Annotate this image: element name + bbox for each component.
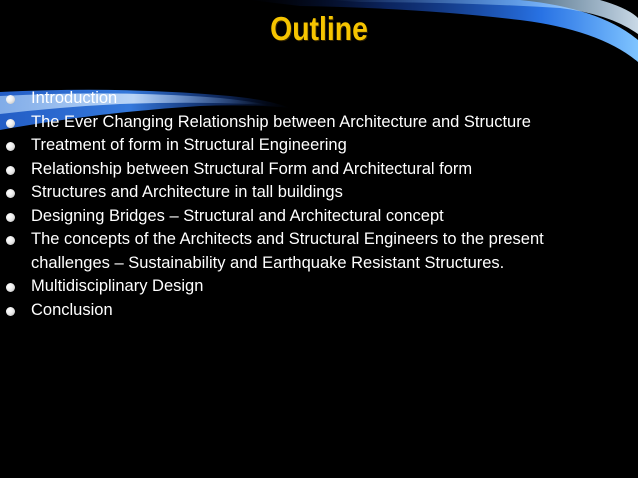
list-item: [0, 228, 620, 275]
list-item-text: Designing Bridges – Structural and Architectural concept: [31, 206, 444, 225]
round-bullet-icon: [6, 166, 15, 175]
list-item: [0, 181, 620, 205]
list-item: [0, 111, 620, 135]
list-item: [0, 87, 620, 111]
list-item-text: Conclusion: [31, 300, 113, 319]
list-item-text: Treatment of form in Structural Engineering: [31, 136, 347, 154]
list-item-text: The concepts of the Architects and Structural Engineers to the present challenges – Sustainability and Earthquake Resistant Structures.: [31, 230, 544, 272]
list-item: [0, 299, 620, 323]
list-item-text: Structures and Architecture in tall buildings: [31, 183, 343, 201]
list-item: [0, 134, 620, 158]
slide-title: Outline: [270, 10, 368, 47]
list-item-text: Introduction: [31, 89, 118, 107]
list-item-text: Multidisciplinary Design: [31, 277, 204, 295]
list-item-text: Relationship between Structural Form and Architectural form: [31, 159, 473, 178]
round-bullet-icon: [6, 142, 15, 151]
list-item: [0, 275, 620, 299]
list-item: [0, 158, 620, 182]
round-bullet-icon: [6, 189, 15, 198]
round-bullet-icon: [6, 236, 15, 245]
list-item-text: The Ever Changing Relationship between Architecture and Structure: [31, 112, 531, 131]
round-bullet-icon: [6, 283, 15, 292]
outline-list: [0, 87, 620, 322]
round-bullet-icon: [6, 95, 15, 104]
list-item: [0, 205, 620, 229]
round-bullet-icon: [6, 119, 15, 128]
round-bullet-icon: [6, 213, 15, 222]
round-bullet-icon: [6, 307, 15, 316]
